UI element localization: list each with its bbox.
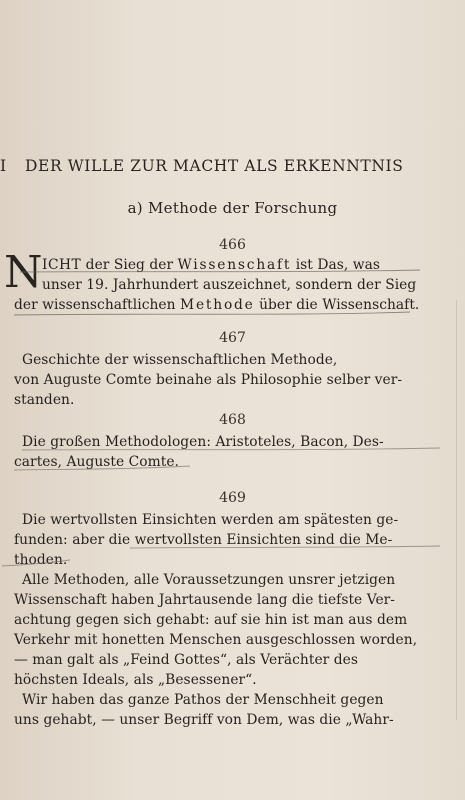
aphorism-number-467: 467 xyxy=(219,330,246,346)
chapter-heading xyxy=(0,157,465,177)
chapter-heading-text: DER WILLE ZUR MACHT ALS ERKENNTNIS xyxy=(25,157,404,175)
text-line: Die großen Methodologen: Aristoteles, Bacon, Des- xyxy=(22,434,384,450)
text-line: Alle Methoden, alle Voraussetzungen unsrer jetzigen xyxy=(22,572,396,588)
section-subheading: a) Methode der Forschung xyxy=(127,199,338,217)
text-line: standen. xyxy=(14,392,75,408)
drop-cap: N xyxy=(4,247,43,298)
aphorism-number-469: 469 xyxy=(219,490,246,506)
text-line: achtung gegen sich gehabt: auf sie hin ist man aus dem xyxy=(14,612,408,628)
text-line: Wissenschaft haben Jahrtausende lang die tiefste Ver- xyxy=(14,592,396,608)
text-line: von Auguste Comte beinahe als Philosophie selber ver- xyxy=(14,372,403,388)
text-line: Geschichte der wissenschaftlichen Methode, xyxy=(22,352,338,368)
text-line: — man galt als „Feind Gottes“, als Verächter des xyxy=(14,652,358,668)
text-line: Wir haben das ganze Pathos der Menschheit gegen xyxy=(22,692,384,708)
text-line: uns gehabt, — unser Begriff von Dem, was die „Wahr- xyxy=(14,712,394,728)
text-line: funden: aber die wertvollsten Einsichten sind die Me- xyxy=(14,532,393,548)
aphorism-number-468: 468 xyxy=(219,412,246,428)
chapter-heading-lead: I xyxy=(0,157,7,175)
text-line: thoden. xyxy=(14,552,68,568)
aphorism-number-466: 466 xyxy=(219,237,246,253)
text-line: der wissenschaftlichen Methode über die Wissenschaft. xyxy=(14,297,420,313)
text-line: Verkehr mit honetten Menschen ausgeschlossen worden, xyxy=(14,632,418,648)
text-line: cartes, Auguste Comte. xyxy=(14,454,179,470)
text-line: ICHT der Sieg der Wissenschaft ist Das, was xyxy=(42,257,380,273)
page-edge-shadow xyxy=(456,300,457,720)
text-line: Die wertvollsten Einsichten werden am spätesten ge- xyxy=(22,512,399,528)
text-line: unser 19. Jahrhundert auszeichnet, sondern der Sieg xyxy=(42,277,417,293)
text-line: höchsten Ideals, als „Besessener“. xyxy=(14,672,257,688)
